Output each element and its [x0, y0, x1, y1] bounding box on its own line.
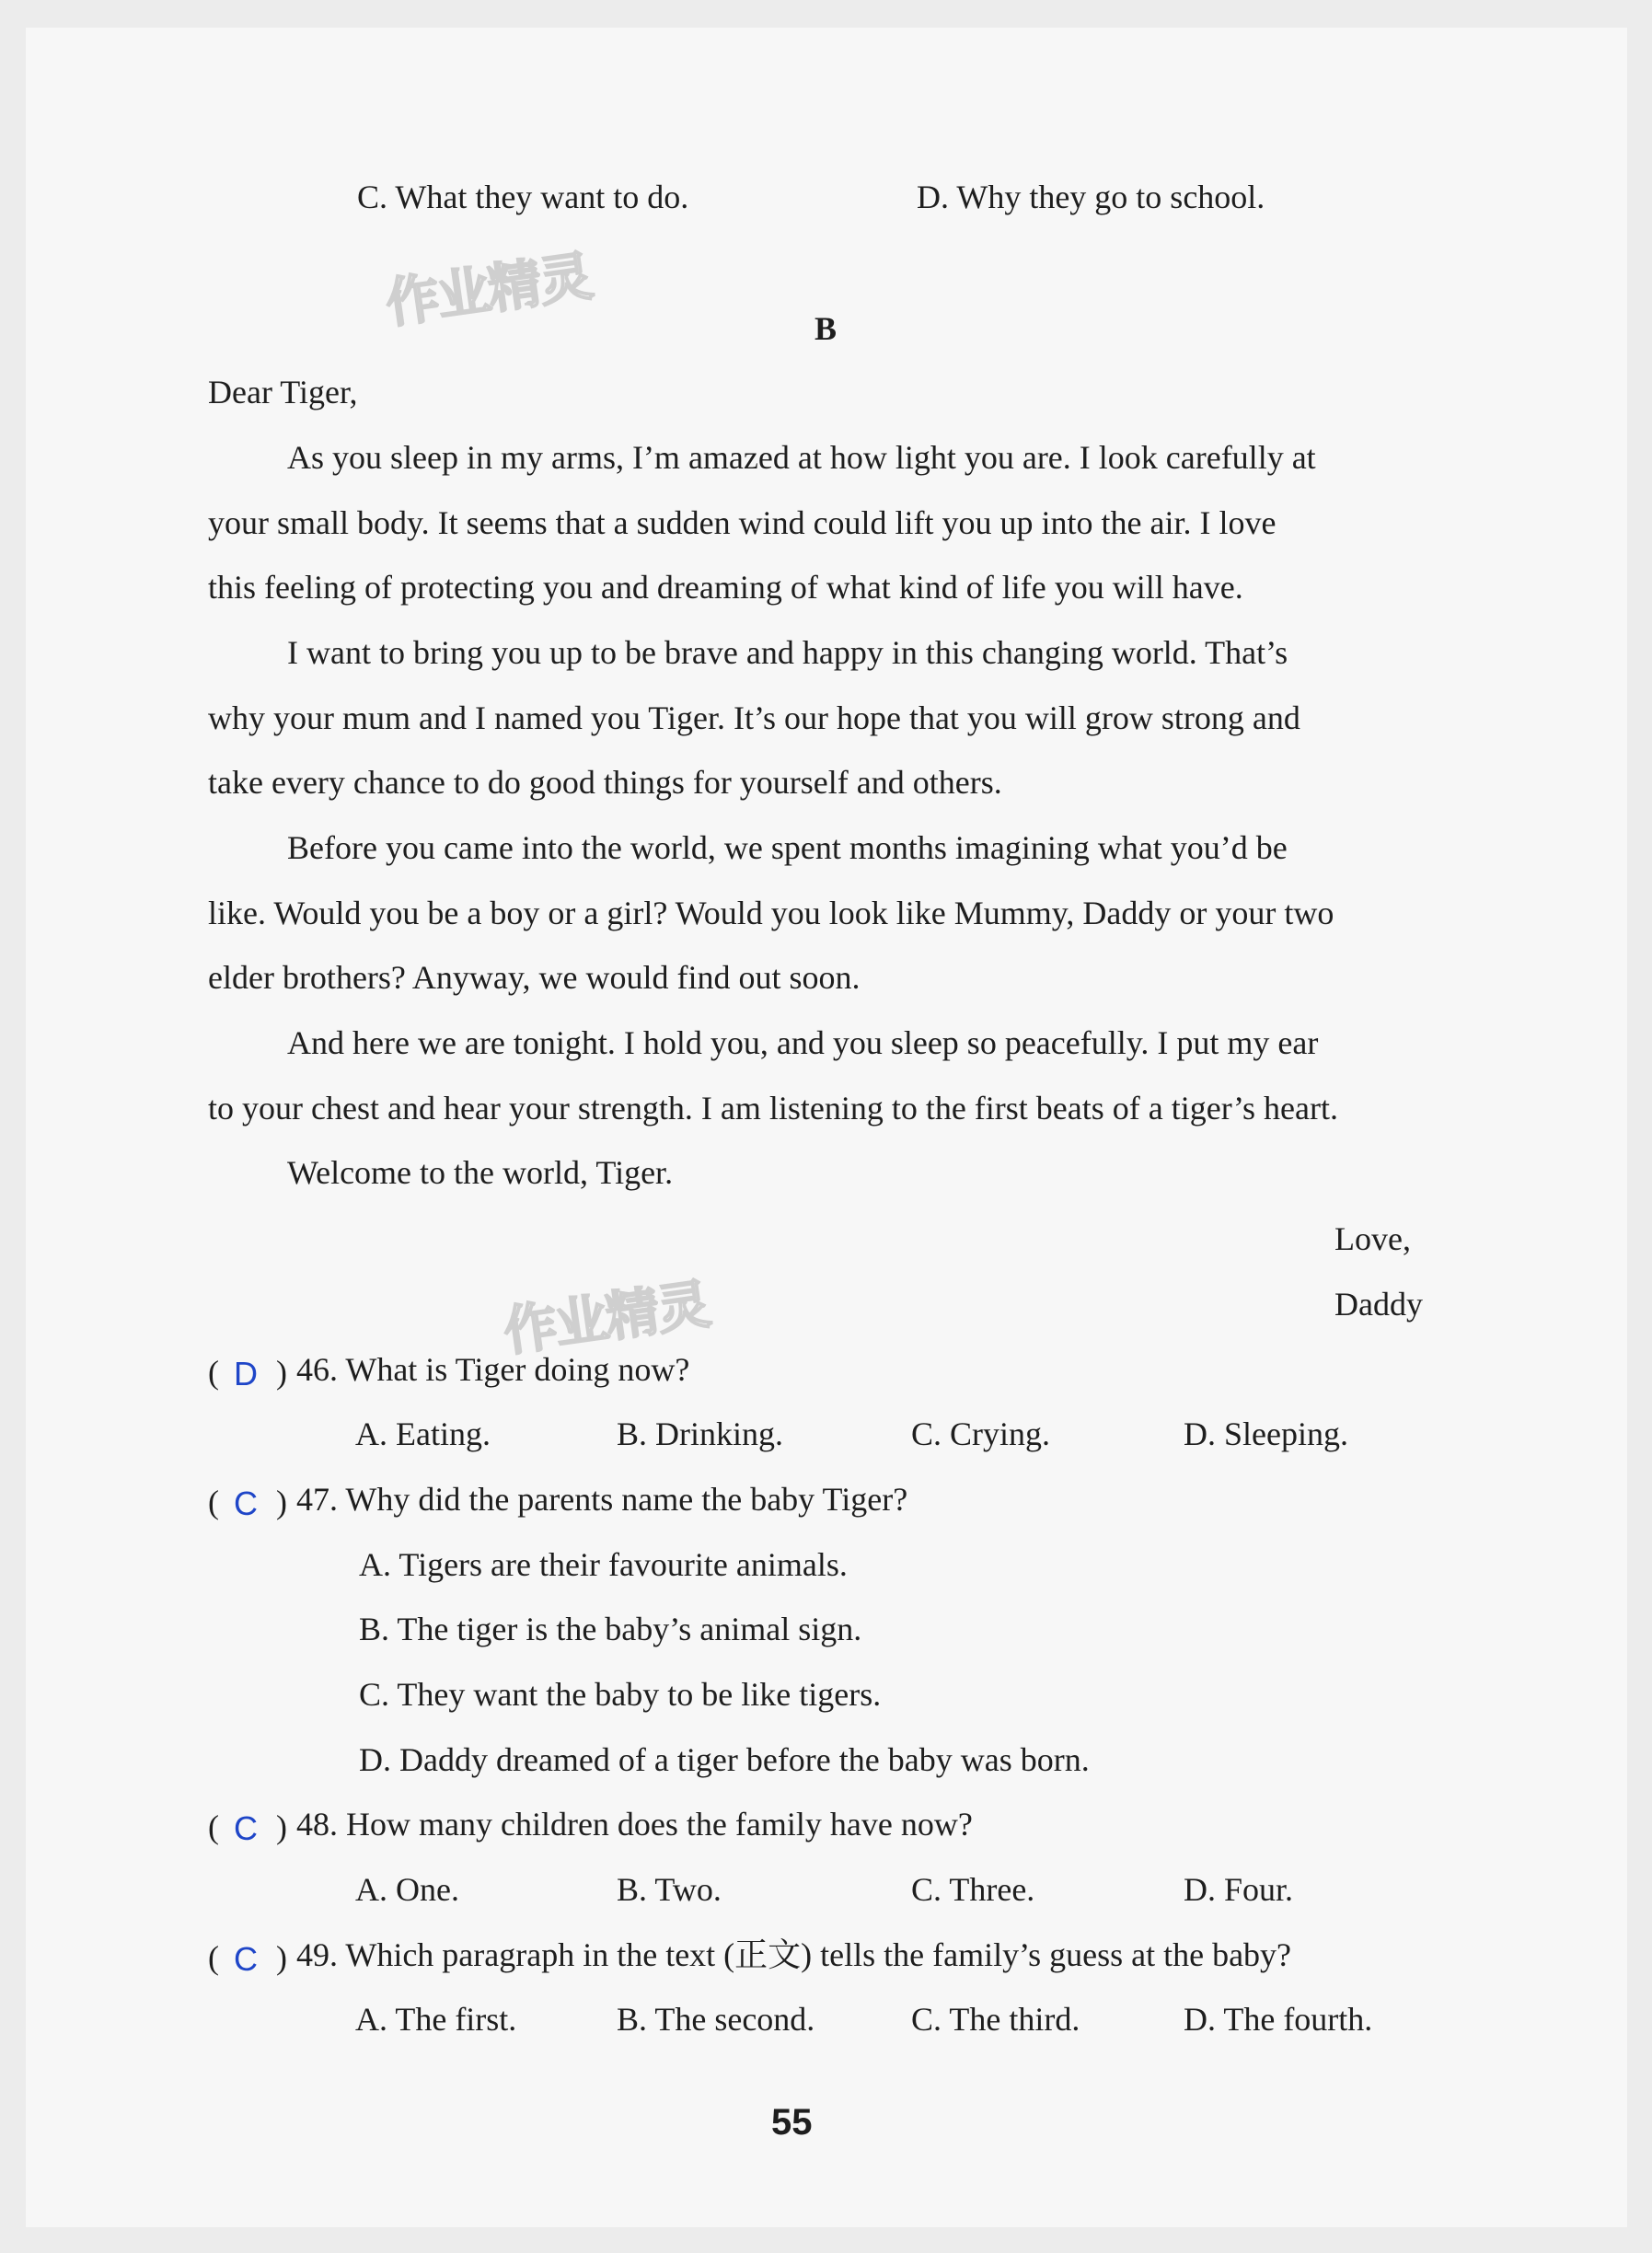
option: D. The fourth. [1184, 2001, 1373, 2038]
option: C. They want the baby to be like tigers. [359, 1676, 882, 1713]
answer-47: C [234, 1485, 258, 1522]
section-heading: B [814, 310, 838, 347]
answer-49: C [234, 1940, 258, 1978]
option: B. Drinking. [617, 1415, 784, 1452]
question-49: 49. Which paragraph in the text (正文) tells the family’s guess at the baby? [296, 1936, 1292, 1973]
question-47: 47. Why did the parents name the baby Tiger? [296, 1481, 908, 1518]
answer-bracket: ( [208, 1808, 219, 1845]
question-46: 46. What is Tiger doing now? [296, 1351, 690, 1388]
answer-bracket: ) [276, 1808, 287, 1845]
letter-line: Before you came into the world, we spent months imagining what you’d be [287, 829, 1288, 866]
option: A. Tigers are their favourite animals. [359, 1546, 848, 1583]
answer-48: C [234, 1809, 258, 1847]
letter-signature: Daddy [1334, 1286, 1423, 1323]
letter-line: I want to bring you up to be brave and happy in this changing world. That’s [287, 634, 1288, 671]
option: B. The tiger is the baby’s animal sign. [359, 1611, 862, 1647]
letter-line: this feeling of protecting you and dreaming of what kind of life you will have. [208, 569, 1243, 606]
letter-line: like. Would you be a boy or a girl? Would you look like Mummy, Daddy or your two [208, 895, 1334, 931]
answer-bracket: ( [208, 1484, 219, 1520]
option: D. Four. [1184, 1871, 1294, 1908]
letter-line: Welcome to the world, Tiger. [287, 1154, 674, 1191]
answer-bracket: ) [276, 1939, 287, 1976]
watermark-logo: 作业精灵 [382, 244, 595, 336]
option: B. The second. [617, 2001, 815, 2038]
document-page [26, 28, 1627, 2227]
answer-bracket: ( [208, 1354, 219, 1391]
letter-greeting: Dear Tiger, [208, 374, 358, 410]
page-number: 55 [771, 2102, 813, 2143]
option: C. The third. [911, 2001, 1080, 2038]
letter-line: elder brothers? Anyway, we would find out soon. [208, 959, 861, 996]
watermark-logo: 作业精灵 [500, 1272, 713, 1364]
answer-bracket: ) [276, 1354, 287, 1391]
option: D. Sleeping. [1184, 1415, 1348, 1452]
letter-line: And here we are tonight. I hold you, and you sleep so peacefully. I put my ear [287, 1024, 1319, 1061]
letter-line: As you sleep in my arms, I’m amazed at how light you are. I look carefully at [287, 439, 1316, 476]
letter-line: take every chance to do good things for yourself and others. [208, 764, 1002, 801]
question-48: 48. How many children does the family have now? [296, 1806, 973, 1843]
letter-line: to your chest and hear your strength. I am listening to the first beats of a tiger’s heart. [208, 1090, 1338, 1126]
option: C. Crying. [911, 1415, 1051, 1452]
letter-closing: Love, [1334, 1220, 1411, 1257]
answer-46: D [234, 1355, 258, 1392]
option: A. The first. [355, 2001, 517, 2038]
option: C. Three. [911, 1871, 1035, 1908]
option: D. Daddy dreamed of a tiger before the baby was born. [359, 1741, 1090, 1778]
option: B. Two. [617, 1871, 722, 1908]
letter-line: why your mum and I named you Tiger. It’s our hope that you will grow strong and [208, 699, 1300, 736]
prev-option-d: D. Why they go to school. [917, 179, 1265, 215]
option: A. Eating. [355, 1415, 491, 1452]
prev-option-c: C. What they want to do. [357, 179, 689, 215]
answer-bracket: ) [276, 1484, 287, 1520]
option: A. One. [355, 1871, 459, 1908]
answer-bracket: ( [208, 1939, 219, 1976]
letter-line: your small body. It seems that a sudden wind could lift you up into the air. I love [208, 504, 1277, 541]
